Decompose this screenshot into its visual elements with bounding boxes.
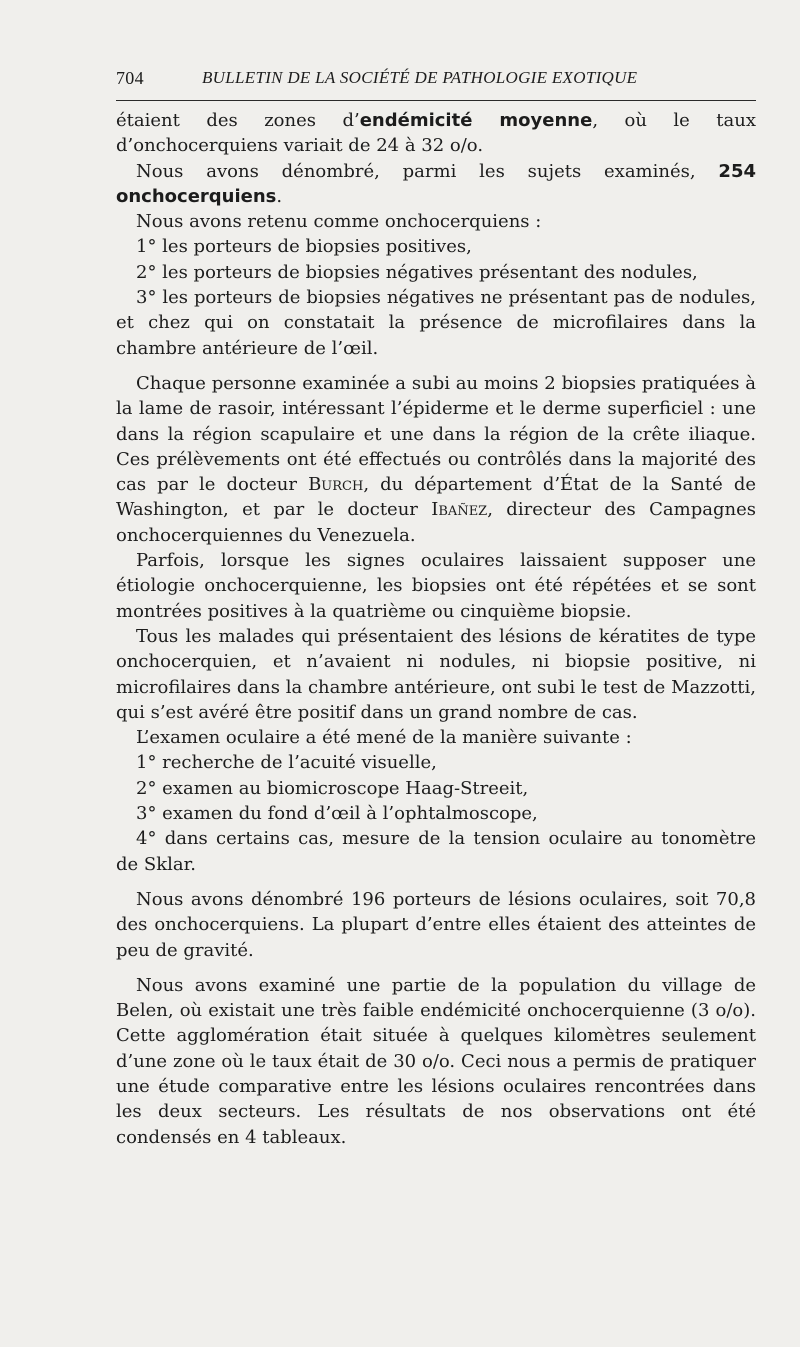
body-text: [116, 108, 756, 1150]
list-item: 3° les porteurs de biopsies négatives ne présentant pas de nodules, et chez qui on constatait la présence de microfilaires dans la chambre antérieure de l’œil.: [116, 287, 756, 359]
header-rule: [116, 100, 756, 101]
list-item: 1° les porteurs de biopsies positives,: [136, 236, 472, 258]
list-item: 2° les porteurs de biopsies négatives présentant des nodules,: [136, 261, 698, 283]
running-title: BULLETIN DE LA SOCIÉTÉ DE PATHOLOGIE EXOTIQUE: [202, 68, 638, 87]
list-item: 4° dans certains cas, mesure de la tension oculaire au tonomètre de Sklar.: [116, 828, 756, 875]
paragraph-8: Nous avons dénombré 196 porteurs de lésions oculaires, soit 70,8 des onchocerquiens. La plupart d’entre elles étaient des atteintes de peu de gravité.: [116, 888, 756, 961]
paragraph-7: L’examen oculaire a été mené de la manière suivante :: [136, 727, 632, 749]
name-burch: Burch: [308, 474, 364, 496]
paragraph-9: Nous avons examiné une partie de la population du village de Belen, où existait une très faible endémicité onchocerquienne (3 o/o). Cette agglomération était située à quelques kilomètres seulement d’une zone où le taux était de 30 o/o. Ceci nous a permis de pratiquer une étude comparative entre les lésions oculaires rencontrées dans les deux secteurs. Les résultats de nos observations ont été condensés en 4 tableaux.: [116, 974, 756, 1148]
page-number: 704: [116, 68, 144, 88]
list-item: 2° examen au biomicroscope Haag-Streeit,: [136, 777, 529, 799]
emphasis-endemicite: endémicité moyenne: [359, 110, 593, 131]
page-header: [116, 68, 756, 90]
paragraph-4: Chaque personne examinée a subi au moins 2 biopsies pratiquées à la lame de rasoir, intéressant l’épiderme et le derme superficiel : une dans la région scapulaire et une dans la région de la crête iliaque. Ces prélèvements ont été effectués ou contrôlés dans la majorité des cas par le docteur Burch, du département d’État de la Santé de Washington, et par le docteur Ibañez, directeur des Campagnes onchocerquiennes du Venezuela.: [116, 372, 756, 546]
paragraph-5: Parfois, lorsque les signes oculaires laissaient supposer une étiologie onchocerquienne, les biopsies ont été répétées et se sont montrées positives à la quatrième ou cinquième biopsie.: [116, 550, 756, 622]
paragraph-1: étaient des zones d’endémicité moyenne, où le taux d’onchocerquiens variait de 24 à 32 o/o.: [116, 110, 756, 157]
name-ibanez: Ibañez: [431, 499, 488, 521]
emphasis-count: 254 onchocerquiens: [116, 160, 756, 207]
paragraph-6: Tous les malades qui présentaient des lésions de kératites de type onchocerquien, et n’avaient ni nodules, ni biopsie positive, ni microfilaires dans la chambre antérieure, ont subi le test de Mazzotti, qui s’est avéré être positif dans un grand nombre de cas.: [116, 625, 756, 723]
paragraph-3: Nous avons retenu comme onchocerquiens :: [136, 211, 542, 233]
list-item: 1° recherche de l’acuité visuelle,: [136, 752, 437, 774]
paragraph-2: Nous avons dénombré, parmi les sujets examinés, 254 onchocerquiens.: [116, 160, 756, 207]
list-item: 3° examen du fond d’œil à l’ophtalmoscope,: [136, 803, 538, 825]
